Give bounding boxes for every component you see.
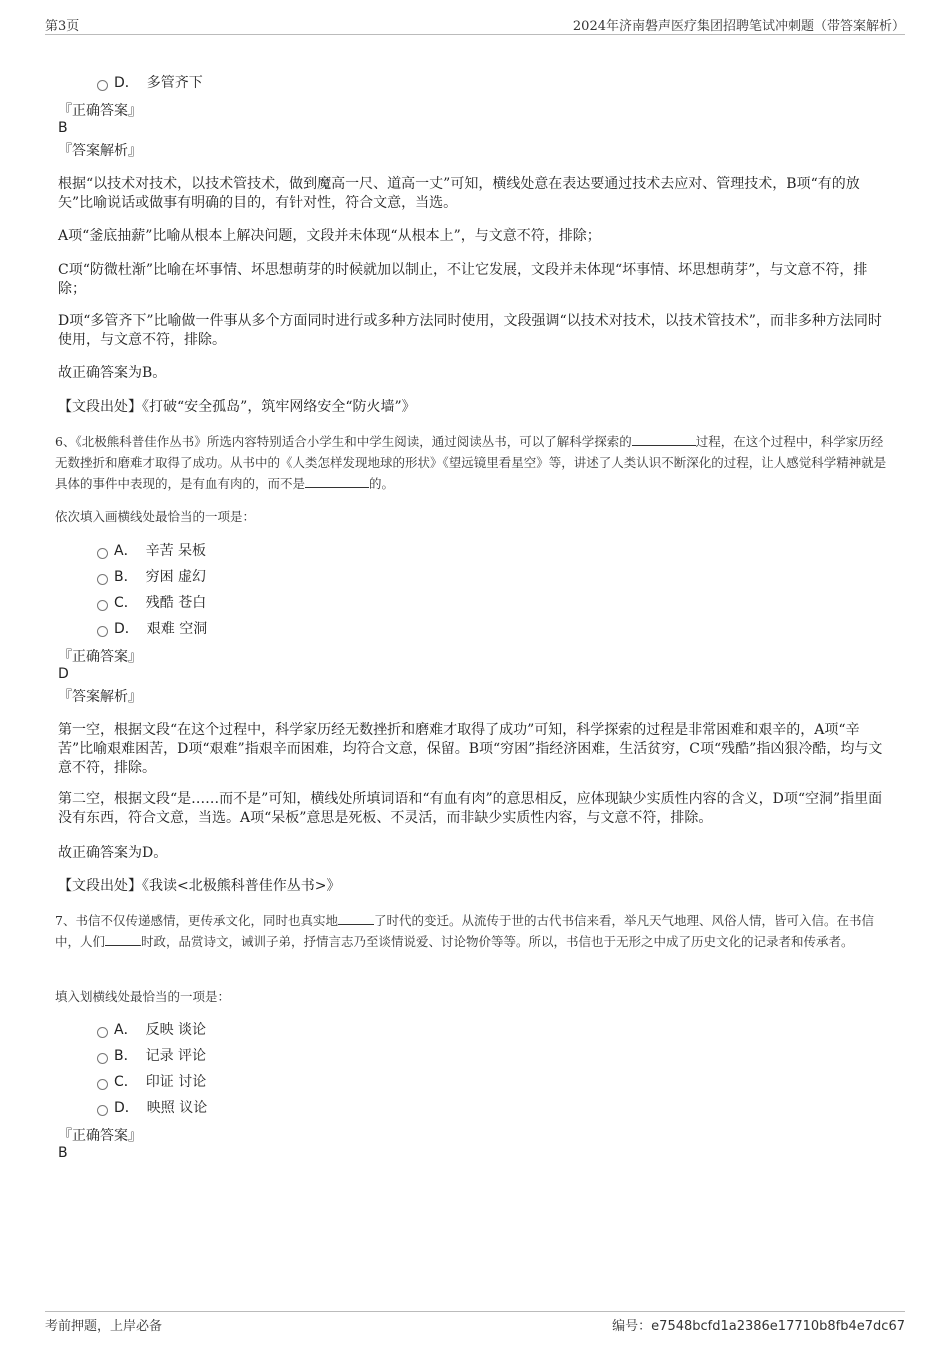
footer-slogan: 考前押题，上岸必备: [45, 1319, 163, 1334]
radio-icon[interactable]: [97, 574, 108, 585]
blank-line: [632, 432, 696, 446]
q5-answer-label: 『正确答案』: [58, 103, 142, 119]
page-footer: [45, 1311, 905, 1338]
radio-icon[interactable]: [97, 626, 108, 637]
radio-icon[interactable]: [97, 1105, 108, 1116]
q6-answer-label: 『正确答案』: [58, 649, 142, 665]
q6-option-a[interactable]: A． 辛苦 呆板: [97, 541, 206, 561]
footer-code: 编号：e7548bcfd1a2386e17710b8fb4e7dc67: [612, 1319, 905, 1334]
q6-instruction: 依次填入画横线处最恰当的一项是：: [55, 509, 256, 524]
radio-icon[interactable]: [97, 80, 108, 91]
blank-line: [105, 932, 141, 946]
q7-answer-label: 『正确答案』: [58, 1128, 142, 1144]
q5-option-d[interactable]: D． 多管齐下: [97, 73, 203, 93]
q6-analysis-label: 『答案解析』: [58, 689, 142, 705]
q7-option-d[interactable]: D． 映照 议论: [97, 1098, 207, 1118]
q6-answer: D: [58, 666, 69, 682]
q5-answer: B: [58, 120, 68, 136]
q7-answer: B: [58, 1145, 68, 1161]
q7-option-c[interactable]: C． 印证 讨论: [97, 1072, 206, 1092]
q7-instruction: 填入划横线处最恰当的一项是：: [55, 989, 231, 1004]
q5-analysis-label: 『答案解析』: [58, 143, 142, 159]
radio-icon[interactable]: [97, 1079, 108, 1090]
q5-analysis-p4: D项“多管齐下”比喻做一件事从多个方面同时进行或多种方法同时使用，文段强调“以技术对技术，以技术管技术”，而非多种方法同时使用，与文意不符，排除。: [58, 313, 882, 348]
q6-source: 【文段出处】《我读<北极熊科普佳作丛书>》: [58, 878, 341, 894]
q6-option-b[interactable]: B． 穷困 虚幻: [97, 567, 206, 587]
q6-analysis-p1: 第一空，根据文段“在这个过程中，科学家历经无数挫折和磨难才取得了成功”可知，科学探索的过程是非常困难和艰辛的，A项“辛苦”比喻艰难困苦，D项“艰难”指艰辛而困难，均符合文意，保留。B项“穷困”指经济困难，生活贫穷，C项“残酷”指凶狠冷酷，均与文意不符，排除。: [58, 722, 883, 776]
page-number: 第3页: [45, 19, 80, 34]
q6-option-c[interactable]: C． 残酷 苍白: [97, 593, 206, 613]
q5-analysis-p3: C项“防微杜渐”比喻在坏事情、坏思想萌芽的时候就加以制止，不让它发展，文段并未体现“坏事情、坏思想萌芽”，与文意不符，排除；: [58, 262, 868, 297]
q6-option-d[interactable]: D． 艰难 空洞: [97, 619, 207, 639]
q5-analysis-p2: A项“釜底抽薪”比喻从根本上解决问题，文段并未体现“从根本上”，与文意不符，排除；: [58, 228, 601, 244]
q7-option-a[interactable]: A． 反映 谈论: [97, 1020, 206, 1040]
page-header: [45, 12, 905, 35]
document-title: 2024年济南磐声医疗集团招聘笔试冲刺题（带答案解析）: [572, 19, 905, 34]
q5-analysis-p1: 根据“以技术对技术，以技术管技术，做到魔高一尺、道高一丈”可知，横线处意在表达要通过技术去应对、管理技术，B项“有的放矢”比喻说话或做事有明确的目的，有针对性，符合文意，当选。: [58, 176, 860, 211]
q6-analysis-p2: 第二空，根据文段“是……而不是”可知，横线处所填词语和“有血有肉”的意思相反，应体现缺少实质性内容的含义，D项“空洞”指里面没有东西，符合文意，当选。A项“呆板”意思是死板、不灵活，而非缺少实质性内容，与文意不符，排除。: [58, 791, 883, 826]
q6-stem: 6、《北极熊科普佳作丛书》所选内容特别适合小学生和中学生阅读，通过阅读丛书，可以了解科学探索的 过程，在这个过程中，科学家历经无数挫折和磨难才取得了成功。从书中的《人类怎样发现地球的形状》《望远镜里看星空》等，讲述了人类认识不断深化的过程，让人感觉科学精神就是具体的事件中表现的，是有血有肉的，而不是 的。: [55, 434, 887, 491]
radio-icon[interactable]: [97, 1027, 108, 1038]
q5-analysis-p5: 故正确答案为B。: [58, 365, 167, 381]
q7-option-b[interactable]: B． 记录 评论: [97, 1046, 206, 1066]
radio-icon[interactable]: [97, 1053, 108, 1064]
q7-stem: 7、书信不仅传递感情，更传承文化，同时也真实地 了时代的变迁。从流传于世的古代书信来看，举凡天气地理、风俗人情，皆可入信。在书信中，人们 时政，品赏诗文，诫训子弟，抒情言志乃至谈情说爱、讨论物价等等。所以，书信也于无形之中成了历史文化的记录者和传承者。: [55, 913, 874, 949]
q5-source: 【文段出处】《打破“安全孤岛”，筑牢网络安全“防火墙”》: [58, 399, 416, 415]
radio-icon[interactable]: [97, 548, 108, 559]
radio-icon[interactable]: [97, 600, 108, 611]
blank-line: [338, 911, 374, 925]
q6-analysis-p3: 故正确答案为D。: [58, 845, 168, 861]
blank-line: [305, 474, 369, 488]
